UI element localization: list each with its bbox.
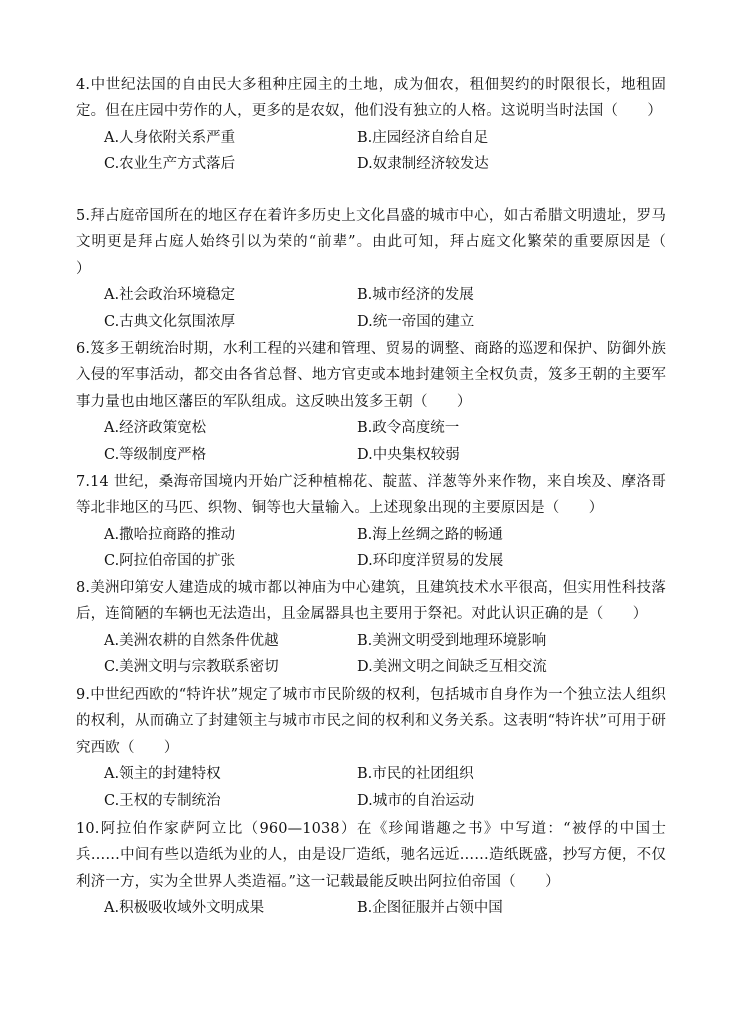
option-d[interactable]: D.奴隶制经济较发达 [357, 156, 489, 173]
option-row [76, 309, 666, 335]
options [76, 125, 666, 178]
question-8 [76, 575, 666, 681]
option-d[interactable]: D.中央集权较弱 [357, 446, 460, 463]
question-stem: 5.拜占庭帝国所在的地区存在着许多历史上文化昌盛的城市中心，如古希腊文明遗址，罗马文明更是拜占庭人始终引以为荣的“前辈”。由此可知，拜占庭文化繁荣的重要原因是（ ） [76, 208, 696, 277]
option-c[interactable]: C.美洲文明与宗教联系密切 [104, 659, 279, 676]
option-c[interactable]: C.等级制度严格 [104, 446, 207, 463]
option-b[interactable]: B.政令高度统一 [357, 420, 460, 437]
options [76, 522, 666, 575]
option-b[interactable]: B.城市经济的发展 [357, 287, 474, 304]
option-row [76, 788, 666, 814]
option-row [76, 895, 666, 921]
option-b[interactable]: B.美洲文明受到地理环境影响 [357, 632, 547, 649]
options [76, 761, 666, 814]
option-a[interactable]: A.社会政治环境稳定 [104, 287, 236, 304]
option-c[interactable]: C.农业生产方式落后 [104, 156, 236, 173]
question-4 [76, 72, 666, 178]
option-row [76, 628, 666, 654]
option-a[interactable]: A.撒哈拉商路的推动 [104, 526, 236, 543]
option-d[interactable]: D.统一帝国的建立 [357, 313, 475, 330]
option-a[interactable]: A.美洲农耕的自然条件优越 [104, 632, 279, 649]
option-row [76, 548, 666, 574]
option-row [76, 415, 666, 441]
options [76, 282, 666, 335]
question-7 [76, 469, 666, 575]
option-a[interactable]: A.人身依附关系严重 [104, 129, 236, 146]
option-a[interactable]: A.领主的封建特权 [104, 766, 221, 783]
option-b[interactable]: B.企图征服并占领中国 [357, 900, 503, 917]
question-stem: 8.美洲印第安人建造成的城市都以神庙为中心建筑，且建筑技术水平很高，但实用性科技落后，连简陋的车辆也无法造出，且金属器具也主要用于祭祀。对此认识正确的是（ ） [76, 580, 666, 623]
question-6 [76, 336, 666, 468]
question-stem: 6.笈多王朝统治时期，水利工程的兴建和管理、贸易的调整、商路的巡逻和保护、防御外族入侵的军事活动，都交由各省总督、地方官吏或本地封建领主全权负责，笈多王朝的主要军事力量也由地区藩臣的军队组成。这反映出笈多王朝（ ） [76, 341, 666, 410]
option-b[interactable]: B.庄园经济自给自足 [357, 129, 489, 146]
options [76, 628, 666, 681]
option-d[interactable]: D.城市的自治运动 [357, 792, 475, 809]
option-a[interactable]: A.积极吸收域外文明成果 [104, 900, 265, 917]
option-c[interactable]: C.古典文化氛围浓厚 [104, 313, 236, 330]
option-c[interactable]: C.王权的专制统治 [104, 792, 221, 809]
question-stem: 4.中世纪法国的自由民大多租种庄园主的土地，成为佃农，租佃契约的时限很长，地租固定。但在庄园中劳作的人，更多的是农奴，他们没有独立的人格。这说明当时法国（ ） [76, 77, 666, 120]
option-row [76, 125, 666, 151]
option-a[interactable]: A.经济政策宽松 [104, 420, 207, 437]
question-stem: 7.14 世纪，桑海帝国境内开始广泛种植棉花、靛蓝、洋葱等外来作物，来自埃及、摩洛哥等北非地区的马匹、织物、铜等也大量输入。上述现象出现的主要原因是（ ） [76, 474, 666, 517]
question-5 [76, 203, 696, 335]
option-d[interactable]: D.环印度洋贸易的发展 [357, 553, 504, 570]
option-row [76, 654, 666, 680]
option-c[interactable]: C.阿拉伯帝国的扩张 [104, 553, 236, 570]
option-row [76, 522, 666, 548]
option-row [76, 151, 666, 177]
options [76, 895, 666, 921]
option-row [76, 282, 666, 308]
question-9 [76, 682, 666, 814]
option-d[interactable]: D.美洲文明之间缺乏互相交流 [357, 659, 547, 676]
option-b[interactable]: B.海上丝绸之路的畅通 [357, 526, 503, 543]
option-b[interactable]: B.市民的社团组织 [357, 766, 474, 783]
option-row [76, 442, 666, 468]
options [76, 415, 666, 468]
question-10 [76, 816, 666, 922]
question-stem: 10.阿拉伯作家萨阿立比（960—1038）在《珍闻谐趣之书》中写道：“被俘的中国士兵……中间有些以造纸为业的人，由是设厂造纸，驰名远近……造纸既盛，抄写方便，不仅利济一方，实为全世界人类造福。”这一记载最能反映出阿拉伯帝国（ ） [76, 821, 666, 890]
question-stem: 9.中世纪西欧的“特许状”规定了城市市民阶级的权利，包括城市自身作为一个独立法人组织的权利，从而确立了封建领主与城市市民之间的权利和义务关系。这表明“特许状”可用于研究西欧（ ） [76, 687, 666, 756]
option-row [76, 761, 666, 787]
